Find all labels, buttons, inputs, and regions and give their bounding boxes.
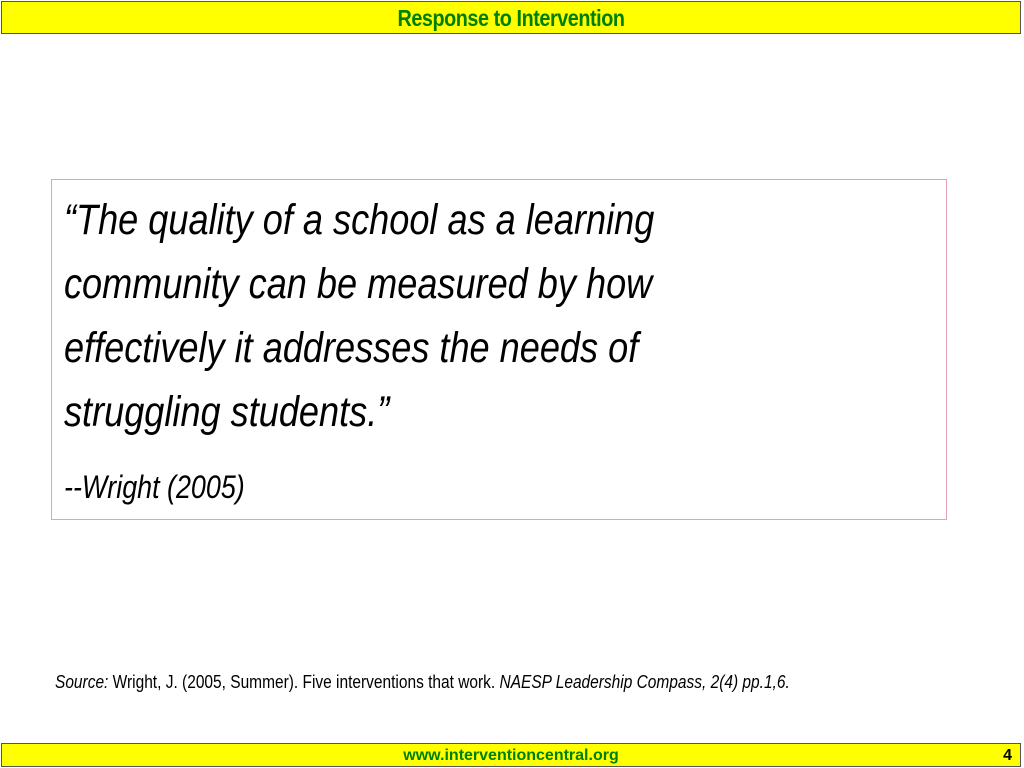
footer-url: www.interventioncentral.org <box>403 747 619 764</box>
quote-line: struggling students.” <box>64 388 390 436</box>
slide-title: Response to Intervention <box>397 5 625 31</box>
quote-line: community can be measured by how <box>64 260 653 308</box>
quote-line: effectively it addresses the needs of <box>64 324 639 372</box>
page-number: 4 <box>1003 747 1012 764</box>
quote-line: “The quality of a school as a learning <box>64 196 655 244</box>
source-label: Source: <box>55 672 109 692</box>
source-journal: NAESP Leadership Compass, 2(4) pp.1,6. <box>495 672 790 692</box>
source-citation <box>55 670 790 694</box>
header-banner <box>1 1 1021 34</box>
quote-box <box>51 179 947 520</box>
footer-banner <box>1 743 1021 767</box>
source-reference: Wright, J. (2005, Summer). Five interventions that work. <box>108 672 496 692</box>
quote-text <box>64 188 786 444</box>
quote-attribution: --Wright (2005) <box>64 469 245 505</box>
